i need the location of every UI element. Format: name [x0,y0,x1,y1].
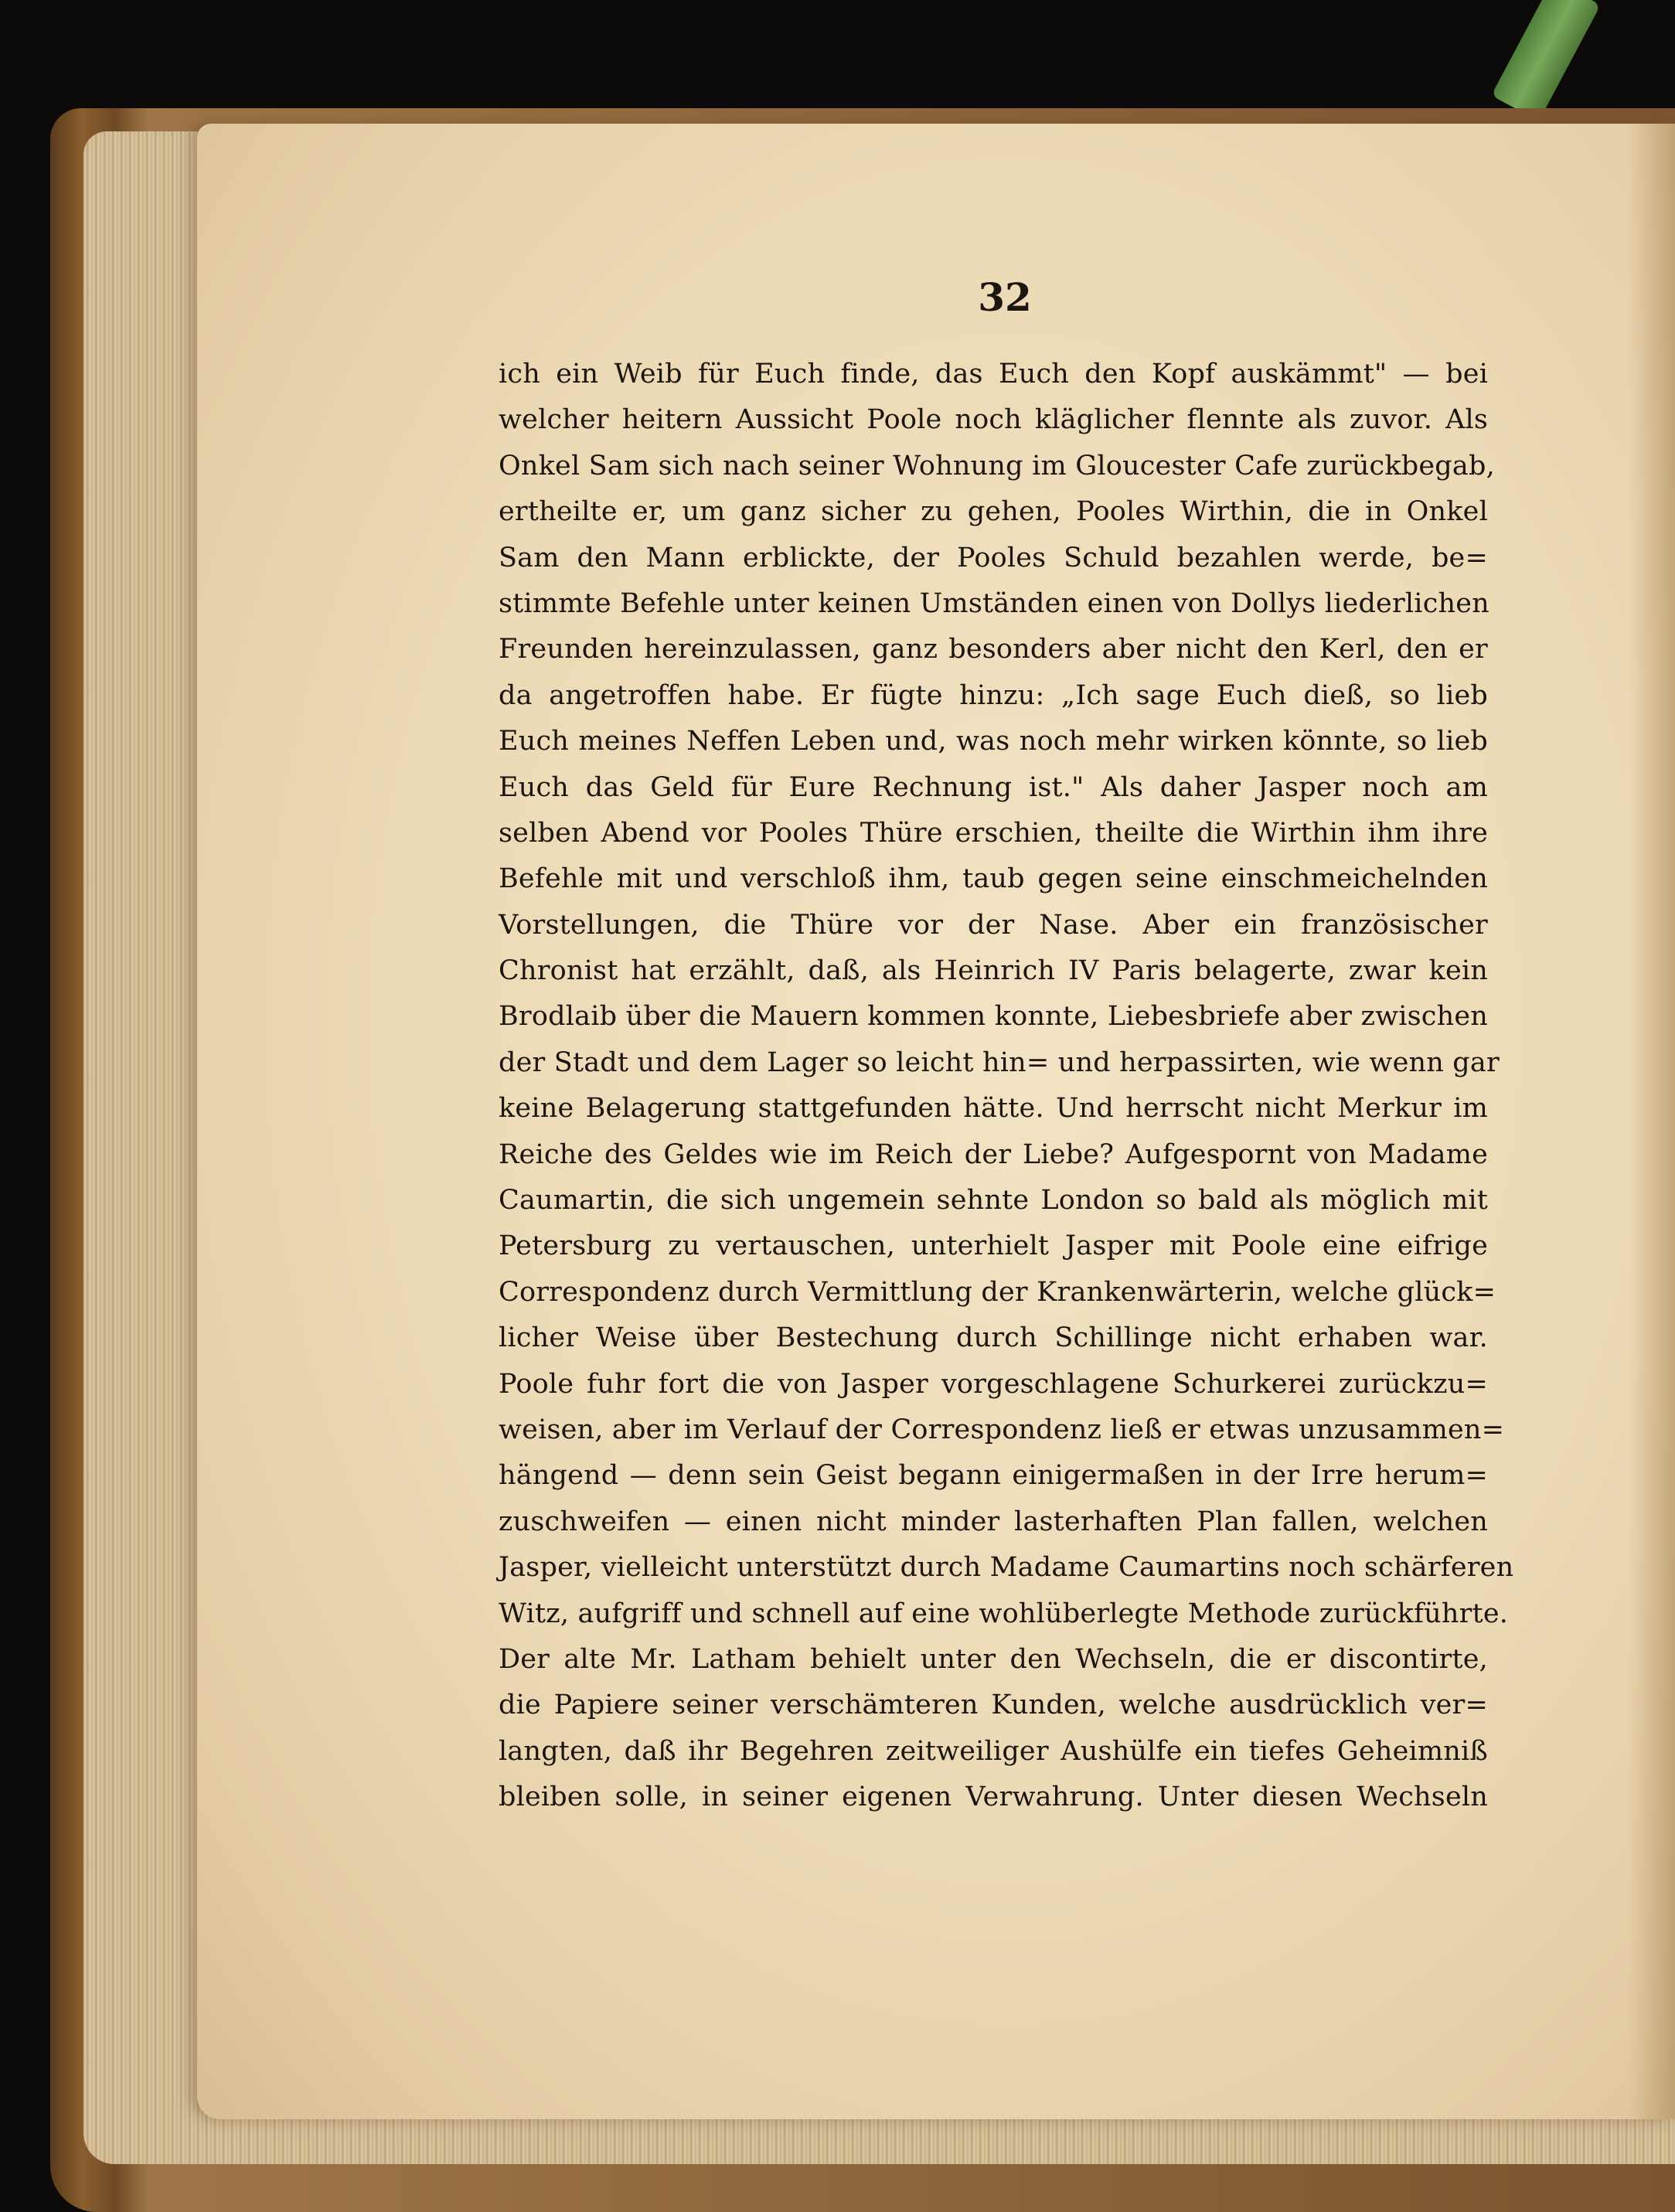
page-gutter-shadow [1629,124,1675,2119]
text-line: Befehle mit und verschloß ihm, taub gegen seine einschmeichelnden [499,863,1488,895]
text-line: Poole fuhr fort die von Jasper vorgeschlagene Schurkerei zurückzu= [499,1368,1488,1400]
text-line: weisen, aber im Verlauf der Correspondenz ließ er etwas unzusammen= [499,1414,1505,1445]
text-line: Onkel Sam sich nach seiner Wohnung im Gloucester Cafe zurückbegab, [499,450,1495,482]
text-line: ich ein Weib für Euch finde, das Euch den Kopf auskämmt" — bei [499,359,1488,390]
text-line: stimmte Befehle unter keinen Umständen einen von Dollys liederlichen [499,587,1489,619]
text-line: Chronist hat erzählt, daß, als Heinrich IV Paris belagerte, zwar kein [499,955,1488,987]
text-line: Freunden hereinzulassen, ganz besonders aber nicht den Kerl, den er [499,634,1488,665]
body-text [499,352,1514,1821]
text-line: welcher heitern Aussicht Poole noch kläglicher flennte als zuvor. Als [499,404,1488,436]
text-line: Correspondenz durch Vermittlung der Krankenwärterin, welche glück= [499,1276,1496,1308]
text-line: die Papiere seiner verschämteren Kunden, welche ausdrücklich ver= [499,1690,1488,1721]
ribbon-bookmark [1491,0,1601,121]
text-line: hängend — denn sein Geist begann einigermaßen in der Irre herum= [499,1460,1488,1492]
text-line: bleiben solle, in seiner eigenen Verwahrung. Unter diesen Wechseln [499,1782,1488,1813]
text-line: licher Weise über Bestechung durch Schillinge nicht erhaben war. [499,1322,1488,1354]
text-line: da angetroffen habe. Er fügte hinzu: „Ich sage Euch dieß, so lieb [499,679,1488,711]
text-line: der Stadt und dem Lager so leicht hin= und herpassirten, wie wenn gar [499,1046,1500,1078]
text-line: zuschweifen — einen nicht minder lasterhaften Plan fallen, welchen [499,1506,1488,1537]
text-line: Caumartin, die sich ungemein sehnte London so bald als möglich mit [499,1185,1488,1217]
text-line: Euch das Geld für Eure Rechnung ist." Als daher Jasper noch am [499,771,1488,803]
text-line: Euch meines Neffen Leben und, was noch mehr wirken könnte, so lieb [499,726,1488,757]
text-line: selben Abend vor Pooles Thüre erschien, theilte die Wirthin ihm ihre [499,817,1488,849]
text-line: Brodlaib über die Mauern kommen konnte, Liebesbriefe aber zwischen [499,1001,1488,1033]
text-line: Petersburg zu vertauschen, unterhielt Jasper mit Poole eine eifrige [499,1230,1488,1262]
text-line: keine Belagerung stattgefunden hätte. Und herrscht nicht Merkur im [499,1093,1488,1125]
text-line: ertheilte er, um ganz sicher zu gehen, Pooles Wirthin, die in Onkel [499,496,1488,528]
text-line: langten, daß ihr Begehren zeitweiliger Aushülfe ein tiefes Geheimniß [499,1735,1488,1767]
text-line: Jasper, vielleicht unterstützt durch Madame Caumartins noch schärferen [499,1552,1514,1584]
text-line: Witz, aufgriff und schnell auf eine wohlüberlegte Methode zurückführte. [499,1598,1509,1629]
text-line: Reiche des Geldes wie im Reich der Liebe? Aufgespornt von Madame [499,1138,1488,1170]
page-number: 32 [978,274,1032,320]
text-line: Vorstellungen, die Thüre vor der Nase. Aber ein französischer [499,909,1488,941]
text-line: Der alte Mr. Latham behielt unter den Wechseln, die er discontirte, [499,1643,1488,1675]
text-line: Sam den Mann erblickte, der Pooles Schuld bezahlen werde, be= [499,542,1488,573]
